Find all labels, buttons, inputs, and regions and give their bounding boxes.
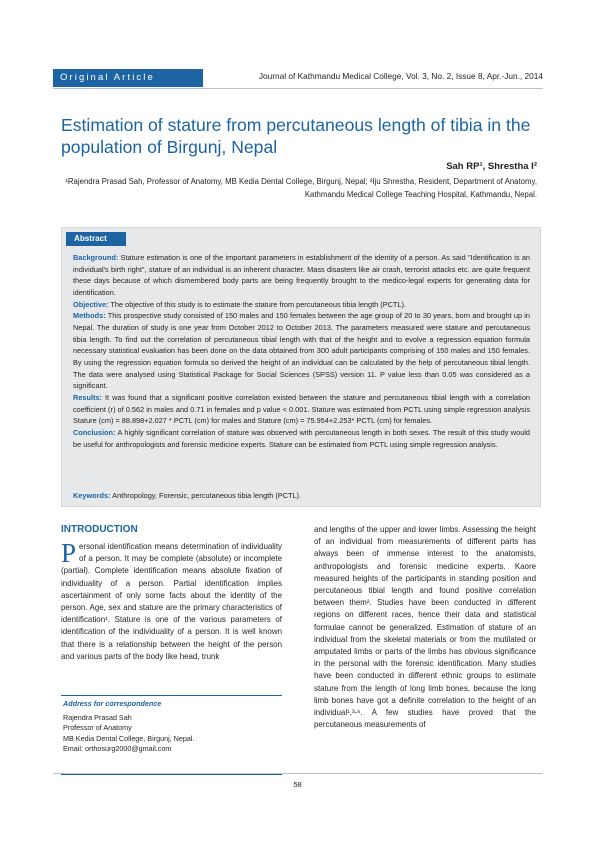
background-text: Stature estimation is one of the important parameters in establishment of the identity of a person. As said "Identification is an individual's birth right", stature of an individual is an inherent character. Mass disasters like air crash, terrorist attacks etc. are quite frequent these days because of which dismembered body parts are being frequently brought to the medico-legal experts for generating data for identification. — [73, 253, 530, 297]
journal-citation: Journal of Kathmandu Medical College, Vol. 3, No. 2, Issue 8, Apr.-Jun., 2014 — [258, 71, 543, 81]
author-affiliations: ¹Rajendra Prasad Sah, Professor of Anatomy, MB Kedia Dental College, Birgunj, Nepal; ²Iju Shrestha, Resident, Department of Anatomy, Kathmandu Medical College Teaching Hospital, Kathmandu, Nepal. — [65, 177, 537, 199]
conclusion-text: A highly significant correlation of stature was observed with percutaneous length in both sexes. The result of this study would be useful for anthropologists and forensic medicine experts. Stature can be estimated from PCTL using simple regression analysis. — [73, 427, 530, 449]
running-header — [53, 68, 543, 89]
abstract-heading: Abstract — [66, 232, 126, 246]
left-column — [61, 524, 282, 663]
results-text: It was found that a significant positive correlation existed between the stature and percutaneous tibial length with a correlation coefficient (r) of 0.562 in males and 0.71 in females and p value < 0.001. Stature was estimated from PCTL using simple regression analysis Stature (cm) = 88.898+2.027 * PCTL (cm) for males and Stature (cm) = 75.954+2.253* PCTL (cm) for females. — [73, 392, 530, 426]
page-number: 58 — [293, 780, 302, 789]
correspondence-title: Address for correspondence — [63, 699, 162, 708]
results-label: Results: — [73, 392, 102, 402]
abstract-results — [73, 392, 530, 427]
background-label: Background: — [73, 253, 119, 262]
article-title: Estimation of stature from percutaneous length of tibia in the population of Birgunj, Nepal — [61, 115, 531, 157]
abstract-keywords — [73, 490, 530, 501]
introduction-paragraph-left — [61, 538, 282, 663]
section-badge: Original Article — [53, 69, 203, 87]
keywords-label: Keywords: — [73, 491, 111, 500]
introduction-heading: INTRODUCTION — [61, 524, 138, 535]
author-list: Sah RP¹, Shrestha I² — [446, 161, 537, 172]
abstract-body — [73, 252, 530, 450]
right-column — [314, 524, 536, 731]
methods-text: This prospective study consisted of 150 males and 150 females between the age group of 20 to 30 years, born and brought up in Nepal. The duration of study is one year from October 2012 to October 2013. The parameters measured were stature and percutaneous tibia length. To find out the correlation of percutaneous tibial length with that of the height and to evolve a regression equation formula necessary statistical evaluation has been done on the data obtained from 300 adult participants comprising of 150 males and 150 females. By using the regression equation formula so derived the height of an individual can be calculated by the help of percutaneous tibial length. The data were analysed using Statistical Package for Social Sciences (SPSS) version 11. P value less than 0.05 was considered as a significant. — [73, 311, 530, 391]
abstract-objective — [73, 299, 530, 311]
keywords-text: Anthropology, Forensic, percutaneous tibia length (PCTL). — [110, 491, 302, 500]
abstract-background — [73, 252, 530, 299]
abstract-box — [61, 227, 541, 507]
correspondence-email: Email: orthosurg2000@gmail.com — [63, 743, 172, 753]
introduction-left-text: ersonal identification means determination of individuality of a person. It may be complete (absolute) or incomplete (partial). Complete identification means absolute fixation of individuality of a person. Partial identification implies ascertainment of only some facts about the identity of the person. Age, sex and stature are the primary characteristics of identification¹. Stature is one of the various parameters of identification of the individuality of a person. It is well known that there is a relationship between the height of the person and various parts of the body like head, trunk — [61, 542, 282, 661]
correspondence-box — [61, 695, 282, 775]
methods-label: Methods: — [73, 311, 106, 321]
abstract-conclusion — [73, 427, 530, 450]
conclusion-label: Conclusion: — [73, 427, 116, 437]
correspondence-name: Rajendra Prasad Sah — [63, 713, 132, 722]
correspondence-position: Professor of Anatomy — [63, 723, 132, 733]
footer-rule — [53, 773, 543, 774]
objective-label: Objective: — [73, 299, 109, 309]
abstract-methods — [73, 310, 530, 392]
correspondence-lines — [63, 713, 194, 754]
introduction-paragraph-right: and lengths of the upper and lower limbs. Assessing the height of an individual from measurements of different parts has always been of immense interest to the anatomists, anthropologists and forensic medicine experts. Kaore measured heights of the participants in standing position and percutaneous tibial length and found positive correlation between them². Studies have been conducted in different regions on different races, hence their data and statistical formulae cannot be generalized. Estimation of stature of an individual from the skeletal materials or from the mutilated or amputated limbs or parts of the limbs has obvious significance in the personal with the forensic identification. Many studies have been conducted in different ethnic groups to estimate stature from the length of long limb bones, because the long limb bones have got a definite correlation to the height of an individual¹,³-⁶. A few studies have proved that the percutaneous measurements of — [314, 525, 536, 730]
drop-cap: P — [61, 538, 77, 568]
objective-text: The objective of this study is to estimate the stature from percutaneous tibia length (PCTL). — [108, 299, 406, 309]
correspondence-institution: MB Kedia Dental College, Birgunj, Nepal. — [63, 733, 195, 743]
